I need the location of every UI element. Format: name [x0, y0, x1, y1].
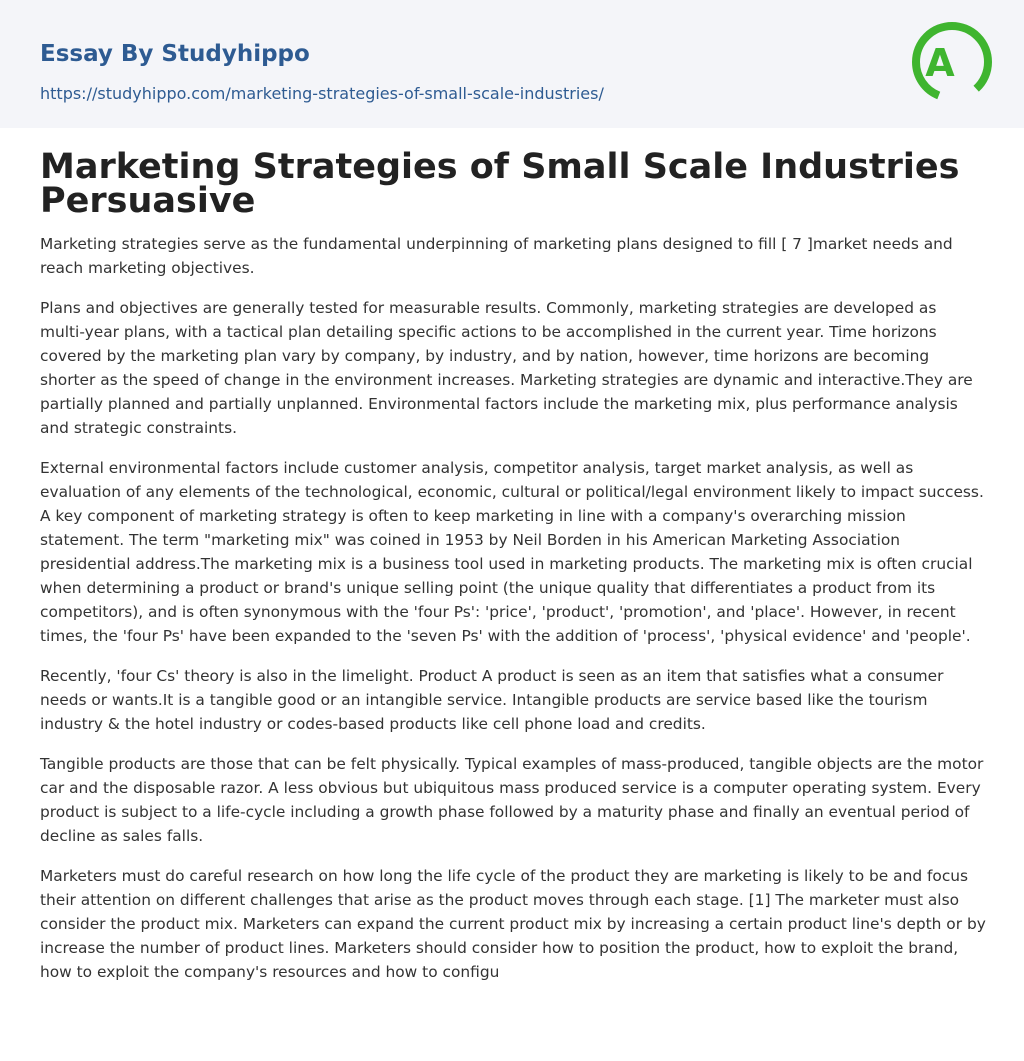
logo-letter: A [925, 41, 955, 85]
article-url-link[interactable]: https://studyhippo.com/marketing-strategies-of-small-scale-industries/ [40, 84, 604, 103]
article-title: Marketing Strategies of Small Scale Industries Persuasive [40, 147, 960, 221]
site-header [0, 0, 1024, 128]
article-paragraph: Plans and objectives are generally tested for measurable results. Commonly, marketing strategies are developed as multi-year plans, with a tactical plan detailing specific actions to be accomplished in the current year. Time horizons covered by the marketing plan vary by company, by industry, and by nation, however, time horizons are becoming shorter as the speed of change in the environment increases. Marketing strategies are dynamic and interactive.They are partially planned and partially unplanned. Environmental factors include the marketing mix, plus performance analysis and strategic constraints. [40, 299, 973, 437]
article-paragraph: External environmental factors include customer analysis, competitor analysis, target market analysis, as well as evaluation of any elements of the technological, economic, cultural or political/legal environment likely to impact success. A key component of marketing strategy is often to keep marketing in line with a company's overarching mission statement. The term "marketing mix" was coined in 1953 by Neil Borden in his American Marketing Association presidential address.The marketing mix is a business tool used in marketing products. The marketing mix is often crucial when determining a product or brand's unique selling point (the unique quality that differentiates a product from its competitors), and is often synonymous with the 'four Ps': 'price', 'product', 'promotion', and 'place'. However, in recent times, the 'four Ps' have been expanded to the 'seven Ps' with the addition of 'process', 'physical evidence' and 'people'. [40, 459, 984, 645]
studyhippo-logo-icon[interactable] [906, 16, 992, 108]
article-paragraph: Marketers must do careful research on how long the life cycle of the product they are marketing is likely to be and focus their attention on different challenges that arise as the product moves through each stage. [1] The marketer must also consider the product mix. Marketers can expand the current product mix by increasing a certain product line's depth or by increase the number of product lines. Marketers should consider how to position the product, how to exploit the brand, how to exploit the company's resources and how to configu [40, 867, 986, 981]
article-paragraph: Recently, 'four Cs' theory is also in the limelight. Product A product is seen as an item that satisfies what a consumer needs or wants.It is a tangible good or an intangible service. Intangible products are service based like the tourism industry & the hotel industry or codes-based products like cell phone load and credits. [40, 667, 944, 733]
site-brand[interactable]: Essay By Studyhippo [40, 41, 310, 67]
article-paragraph: Tangible products are those that can be felt physically. Typical examples of mass-produced, tangible objects are the motor car and the disposable razor. A less obvious but ubiquitous mass produced service is a computer operating system. Every product is subject to a life-cycle including a growth phase followed by a maturity phase and finally an eventual period of decline as sales falls. [40, 755, 984, 845]
article-paragraph: Marketing strategies serve as the fundamental underpinning of marketing plans designed to fill [ 7 ]market needs and reach marketing objectives. [40, 235, 953, 277]
article [40, 147, 986, 1000]
